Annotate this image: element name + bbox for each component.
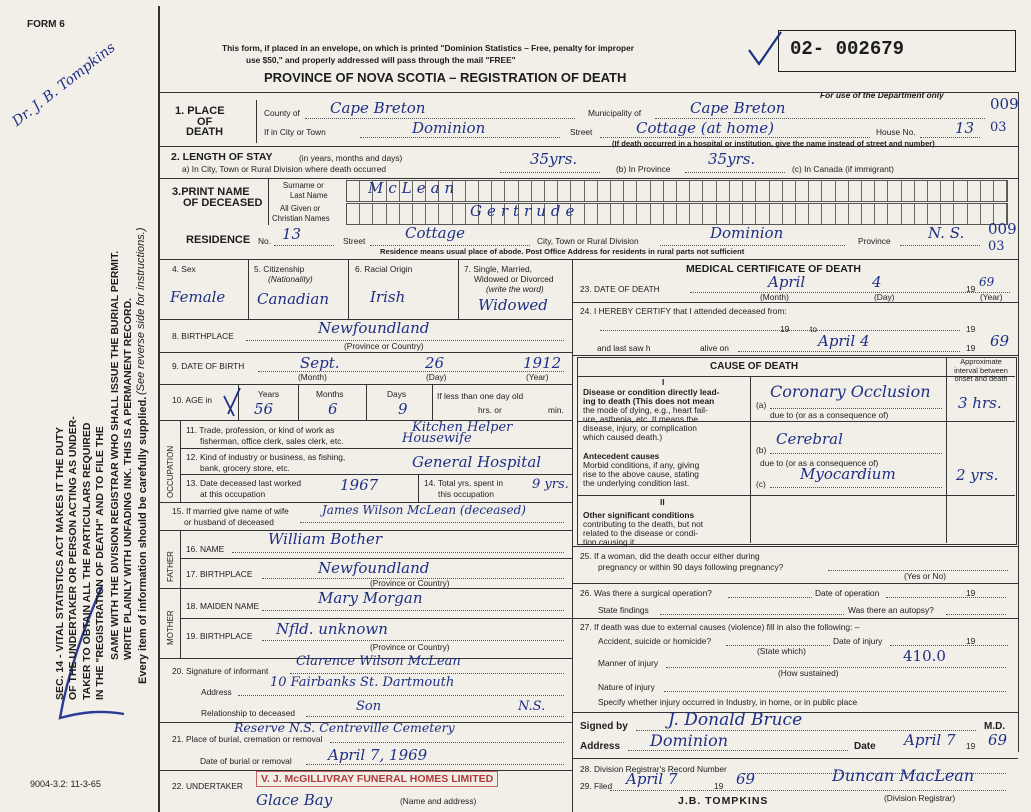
dod-year-prefix: 19: [966, 284, 976, 294]
side-instructions-2: [109, 251, 136, 660]
occ11b: fisherman, office clerk, sales clerk, etc.: [200, 436, 344, 446]
dis3: the mode of dying, e.g., heart fail-: [583, 405, 708, 415]
surname-value: McLean: [368, 179, 460, 197]
stay-a: 35yrs.: [530, 150, 578, 168]
q25-l1: 25. If a woman, did the death occur either during: [580, 551, 760, 561]
undertaker-sub: (Name and address): [400, 796, 477, 806]
father-side: FATHER: [166, 551, 175, 582]
occ13a: 13. Date deceased last worked: [186, 478, 301, 488]
registration-number: 02- 002679: [790, 38, 905, 60]
mother-bp-label: 19. BIRTHPLACE: [186, 631, 253, 641]
place-label-death: DEATH: [186, 126, 224, 138]
burial-place: Reserve N.S. Centreville Cemetery: [234, 720, 455, 735]
other2: contributing to the death, but not: [583, 519, 704, 529]
res-no: 13: [282, 225, 302, 243]
signed-date: April 7: [904, 731, 956, 749]
side-instructions: [54, 416, 107, 700]
place-label-of: OF: [197, 116, 213, 128]
ante3: rise to the above cause, stating: [583, 469, 699, 479]
house-value: 13: [955, 119, 975, 137]
name-label: 3.PRINT NAME: [172, 186, 250, 198]
q29-19: 19: [714, 781, 724, 791]
dob-month: Sept.: [300, 354, 340, 372]
occ12a: 12. Kind of industry or business, as fishing,: [186, 452, 346, 462]
dob-y: (Year): [526, 372, 549, 382]
signed-sig: J. Donald Bruce: [668, 710, 803, 730]
ante1: Antecedent causes: [583, 451, 660, 461]
side-line-6: WRITE PLAINLY WITH UNFADING INK. THIS IS A PERMANENT RECORD.: [122, 297, 135, 660]
dept-use: For use of the Department only: [820, 90, 944, 100]
q26-date-label: Date of operation: [815, 588, 880, 598]
code-3: 009: [988, 220, 1017, 238]
roman-2: II: [660, 497, 665, 507]
father-bp-sub: (Province or Country): [370, 578, 450, 588]
surname-label-1: Surname or: [283, 181, 324, 190]
q27-l1: 27. If death was due to external causes (violence) fill in also the following: –: [580, 622, 860, 632]
res-no-label: No.: [258, 236, 272, 246]
stay-b-label: (b) In Province: [616, 164, 671, 174]
occ13-value: 1967: [340, 476, 379, 494]
informant-rel-label: Relationship to deceased: [201, 708, 296, 718]
occ11a: 11. Trade, profession, or kind of work as: [186, 425, 335, 435]
burial-date-label: Date of burial or removal: [200, 756, 292, 766]
printer-code: 9004-3.2: 11-3-65: [30, 779, 101, 789]
stay-label: 2. LENGTH OF STAY: [171, 151, 273, 163]
father-bp: Newfoundland: [318, 559, 430, 577]
q27-accident: Accident, suicide or homicide?: [598, 636, 712, 646]
signed-addr: Dominion: [650, 731, 729, 750]
cause-a-due: due to (or as a consequence of): [770, 410, 889, 420]
age-min: min.: [548, 405, 564, 415]
q27-nature: Nature of injury: [598, 682, 655, 692]
name-label-2: OF DECEASED: [183, 197, 263, 209]
county-label: County of: [264, 108, 300, 118]
q27-date-inj: Date of injury: [833, 636, 883, 646]
spouse-label-2: or husband of deceased: [184, 517, 274, 527]
dob-day: 26: [425, 354, 445, 372]
code-2: 03: [990, 120, 1007, 135]
place-label: 1. PLACE: [175, 105, 225, 117]
q26-19: 19: [966, 588, 976, 598]
stay-line2: a) In City, Town or Rural Division where death occurred: [182, 164, 387, 174]
alive-on: alive on: [700, 343, 729, 353]
bp-label: 8. BIRTHPLACE: [172, 331, 234, 341]
informant-addr2: N.S.: [518, 699, 546, 714]
dis5: disease, injury, or complication: [583, 423, 697, 433]
code-4: 03: [988, 239, 1005, 254]
spouse-label-1: 15. If married give name of wife: [172, 506, 289, 516]
cause-c-interval: 2 yrs.: [956, 466, 999, 484]
age-months-label: Months: [316, 389, 344, 399]
dob-d: (Day): [426, 372, 447, 382]
occ14b: this occupation: [438, 489, 494, 499]
occ14a: 14. Total yrs. spent in: [424, 478, 503, 488]
q27-manner: Manner of injury: [598, 658, 659, 668]
certify-19b: 19: [966, 324, 976, 334]
certify-19a: 19: [780, 324, 790, 334]
given-grid: [346, 203, 1008, 225]
age-hrs: hrs. or: [478, 405, 502, 415]
q26-findings: State findings: [598, 605, 649, 615]
side-line-4: IN THE "REGISTRATION OF DEATH" AND TO FILE THE: [93, 426, 106, 700]
informant-addr-label: Address: [201, 687, 232, 697]
surname-label-2: Last Name: [290, 191, 328, 200]
alive-value: April 4: [818, 332, 870, 350]
code-1: 009: [990, 95, 1019, 113]
res-street-label: Street: [343, 236, 366, 246]
cause-a-value: Coronary Occlusion: [770, 382, 931, 401]
q27-19: 19: [966, 636, 976, 646]
spouse-value: James Wilson McLean (deceased): [322, 503, 526, 517]
side-instructions-4: [137, 397, 150, 684]
age-lt-label: If less than one day old: [437, 391, 524, 401]
q27-state: (State which): [757, 646, 806, 656]
cit-label-2: (Nationality): [268, 274, 313, 284]
mother-bp: Nfld. unknown: [276, 620, 388, 638]
stay-sub: (in years, months and days): [299, 153, 403, 163]
undertaker-label: 22. UNDERTAKER: [172, 781, 243, 791]
side-handwriting: Dr. J. B. Tompkins: [9, 39, 119, 130]
city-label: If in City or Town: [264, 127, 326, 137]
marital-value: Widowed: [478, 296, 548, 314]
racial-label: 6. Racial Origin: [355, 264, 413, 274]
residence-label: RESIDENCE: [186, 234, 251, 246]
cause-title: CAUSE OF DEATH: [710, 361, 799, 372]
q25-yn: (Yes or No): [904, 571, 947, 581]
county-value: Cape Breton: [330, 99, 426, 117]
informant-rel: Son: [356, 699, 382, 714]
house-label: House No.: [876, 127, 916, 137]
dis6: which caused death.): [583, 432, 663, 442]
given-value: Gertrude: [470, 202, 580, 220]
occupation-side: OCCUPATION: [166, 445, 175, 498]
dis2: ing to death (This does not mean: [583, 396, 715, 406]
age-mark: [220, 386, 242, 420]
dob-m: (Month): [298, 372, 327, 382]
check-mark: [745, 28, 785, 68]
cit-value: Canadian: [257, 290, 330, 308]
postal-note-1: This form, if placed in an envelope, on which is printed "Dominion Statistics – Free, penalty for improper: [222, 43, 634, 53]
cause-c-label: (c): [756, 479, 766, 489]
roman-1: I: [662, 377, 665, 387]
postal-note-2: use $50," and properly addressed will pass through the mail "FREE": [246, 55, 516, 65]
other3: related to the disease or condi-: [583, 528, 698, 538]
age-years-label: Years: [258, 389, 280, 399]
given-label-2: Christian Names: [272, 214, 330, 223]
dis4: ure, asthenia, etc. It means the: [583, 414, 698, 424]
q29-registrar-label: (Division Registrar): [884, 793, 956, 803]
q29-year: 69: [736, 770, 756, 788]
age-years: 56: [254, 400, 274, 418]
marital-label-3: (write the word): [486, 284, 544, 294]
other4: tion causing it.: [583, 537, 637, 547]
racial-value: Irish: [370, 288, 406, 306]
marital-label-2: Widowed or Divorced: [474, 274, 554, 284]
undertaker-stamp: V. J. McGILLIVRAY FUNERAL HOMES LIMITED: [256, 771, 498, 787]
cause-a-label: (a): [756, 400, 767, 410]
approx-interval: Approximate interval between onset and death: [954, 357, 1008, 383]
father-name: William Bother: [268, 530, 383, 548]
burial-date: April 7, 1969: [328, 746, 428, 764]
residence-note: Residence means usual place of abode. Post Office Address for residents in rural parts not sufficient: [380, 247, 745, 256]
signed-date-label: Date: [854, 741, 876, 752]
q26-l1: 26. Was there a surgical operation?: [580, 588, 712, 598]
signed-md: M.D.: [984, 721, 1006, 732]
age-label: 10. AGE in: [172, 395, 213, 405]
age-months: 6: [328, 400, 338, 418]
cause-a-interval: 3 hrs.: [958, 394, 1002, 412]
alive-19: 19: [966, 343, 976, 353]
stay-c-label: (c) In Canada (if immigrant): [792, 164, 894, 174]
informant-addr: 10 Fairbanks St. Dartmouth: [270, 675, 455, 690]
occ14-value: 9 yrs.: [532, 477, 569, 492]
sex-label: 4. Sex: [172, 264, 196, 274]
given-label-1: All Given or: [280, 204, 321, 213]
side-line-8: Every item of information should be carefully supplied.: [137, 396, 149, 684]
dis1: Disease or condition directly lead-: [583, 387, 720, 397]
sex-value: Female: [170, 288, 226, 306]
certify-to: to: [810, 324, 817, 334]
municipality-value: Cape Breton: [690, 99, 786, 117]
age-days-label: Days: [387, 389, 407, 399]
dod-m: (Month): [760, 292, 789, 302]
occ12-value: General Hospital: [412, 453, 542, 471]
alive-year: 69: [990, 332, 1010, 350]
certify-label: 24. I HEREBY CERTIFY that I attended deceased from:: [580, 306, 787, 316]
side-line-5: SAME WITH THE DIVISION REGISTRAR WHO SHALL ISSUE THE BURIAL PERMIT.: [109, 250, 121, 660]
undertaker-sig: Glace Bay: [256, 791, 333, 809]
dod-month: April: [768, 273, 806, 291]
q27-specify: Specify whether injury occurred in Industry, in home, or in public place: [598, 697, 858, 707]
side-line-7: (See reverse side for instructions.): [135, 227, 147, 395]
informant-sig: Clarence Wilson McLean: [296, 654, 461, 669]
res-city-label: City, Town or Rural Division: [537, 236, 639, 246]
stay-b: 35yrs.: [708, 150, 756, 168]
form-number: FORM 6: [27, 19, 65, 30]
mother-bp-sub: (Province or Country): [370, 642, 450, 652]
other1: Other significant conditions: [583, 510, 695, 520]
signed-year: 69: [988, 731, 1008, 749]
occ11-value-b: Housewife: [402, 431, 472, 446]
res-city: Dominion: [710, 224, 784, 242]
marital-label-1: 7. Single, Married,: [464, 264, 532, 274]
q29-label: 29. Filed: [580, 781, 613, 791]
res-province: N. S.: [928, 224, 965, 242]
mother-maiden-label: 18. MAIDEN NAME: [186, 601, 260, 611]
hospital-note: (If death occurred in a hospital or institution, give the name instead of street and number): [612, 139, 935, 148]
cit-label-1: 5. Citizenship: [254, 264, 305, 274]
dod-label: 23. DATE OF DEATH: [580, 284, 660, 294]
signed-addr-label: Address: [580, 741, 621, 752]
mother-side: MOTHER: [166, 610, 175, 645]
cause-c-value: Myocardium: [800, 465, 896, 483]
tompkins-stamp: J.B. TOMPKINS: [678, 795, 769, 807]
father-name-label: 16. NAME: [186, 544, 225, 554]
signed-19: 19: [966, 741, 976, 751]
cause-b-due: due to (or as a consequence of): [760, 458, 879, 468]
q27-how: (How sustained): [778, 668, 839, 678]
dod-d: (Day): [874, 292, 895, 302]
father-bp-label: 17. BIRTHPLACE: [186, 569, 253, 579]
medical-title: MEDICAL CERTIFICATE OF DEATH: [686, 263, 861, 275]
bp-value: Newfoundland: [318, 319, 430, 337]
burial-label: 21. Place of burial, cremation or removal: [172, 734, 323, 744]
occ11-value-a: Kitchen Helper: [412, 420, 513, 435]
dod-day: 4: [872, 273, 882, 291]
ante2: Morbid conditions, if any, giving: [583, 460, 700, 470]
res-province-label: Province: [858, 236, 891, 246]
age-days: 9: [398, 400, 408, 418]
dob-year: 1912: [523, 354, 562, 372]
occ12b: bank, grocery store, etc.: [200, 463, 290, 473]
side-line-1: SEC. 14 - VITAL STATISTICS ACT MAKES IT THE DUTY: [54, 426, 66, 700]
mother-maiden: Mary Morgan: [318, 589, 423, 607]
q25-l2: pregnancy or within 90 days following pregnancy?: [598, 562, 784, 572]
last-saw: and last saw h: [597, 343, 651, 353]
side-line-3: TAKER TO OBTAIN ALL THE PARTICULARS REQUIRED: [80, 422, 93, 700]
q28-label: 28. Division Registrar's Record Number: [580, 764, 727, 774]
res-street: Cottage: [405, 224, 465, 242]
q27-manner-value: 410.0: [903, 647, 946, 665]
city-value: Dominion: [412, 119, 486, 137]
municipality-label: Municipality of: [588, 108, 642, 118]
side-line-2: OF THE UNDERTAKER OR PERSON ACTING AS UNDER-: [67, 416, 80, 700]
cause-b-label: (b): [756, 445, 767, 455]
occ13b: at this occupation: [200, 489, 266, 499]
bp-sub: (Province or Country): [344, 341, 424, 351]
street-value: Cottage (at home): [636, 119, 774, 137]
ante4: the underlying condition last.: [583, 478, 690, 488]
form-title: PROVINCE OF NOVA SCOTIA – REGISTRATION OF DEATH: [264, 70, 627, 85]
cause-b-value: Cerebral: [776, 430, 843, 448]
informant-sig-label: 20. Signature of informant: [172, 666, 269, 676]
street-label: Street: [570, 127, 593, 137]
dod-year: 69: [979, 275, 995, 289]
q29-registrar-sig: Duncan MacLean: [832, 766, 975, 785]
dod-y: (Year): [980, 292, 1003, 302]
dob-label: 9. DATE OF BIRTH: [172, 361, 245, 371]
q26-autopsy: Was there an autopsy?: [848, 605, 934, 615]
q29-filed: April 7: [626, 770, 678, 788]
side-instructions-3: [135, 227, 148, 395]
signed-label: Signed by: [580, 721, 628, 732]
